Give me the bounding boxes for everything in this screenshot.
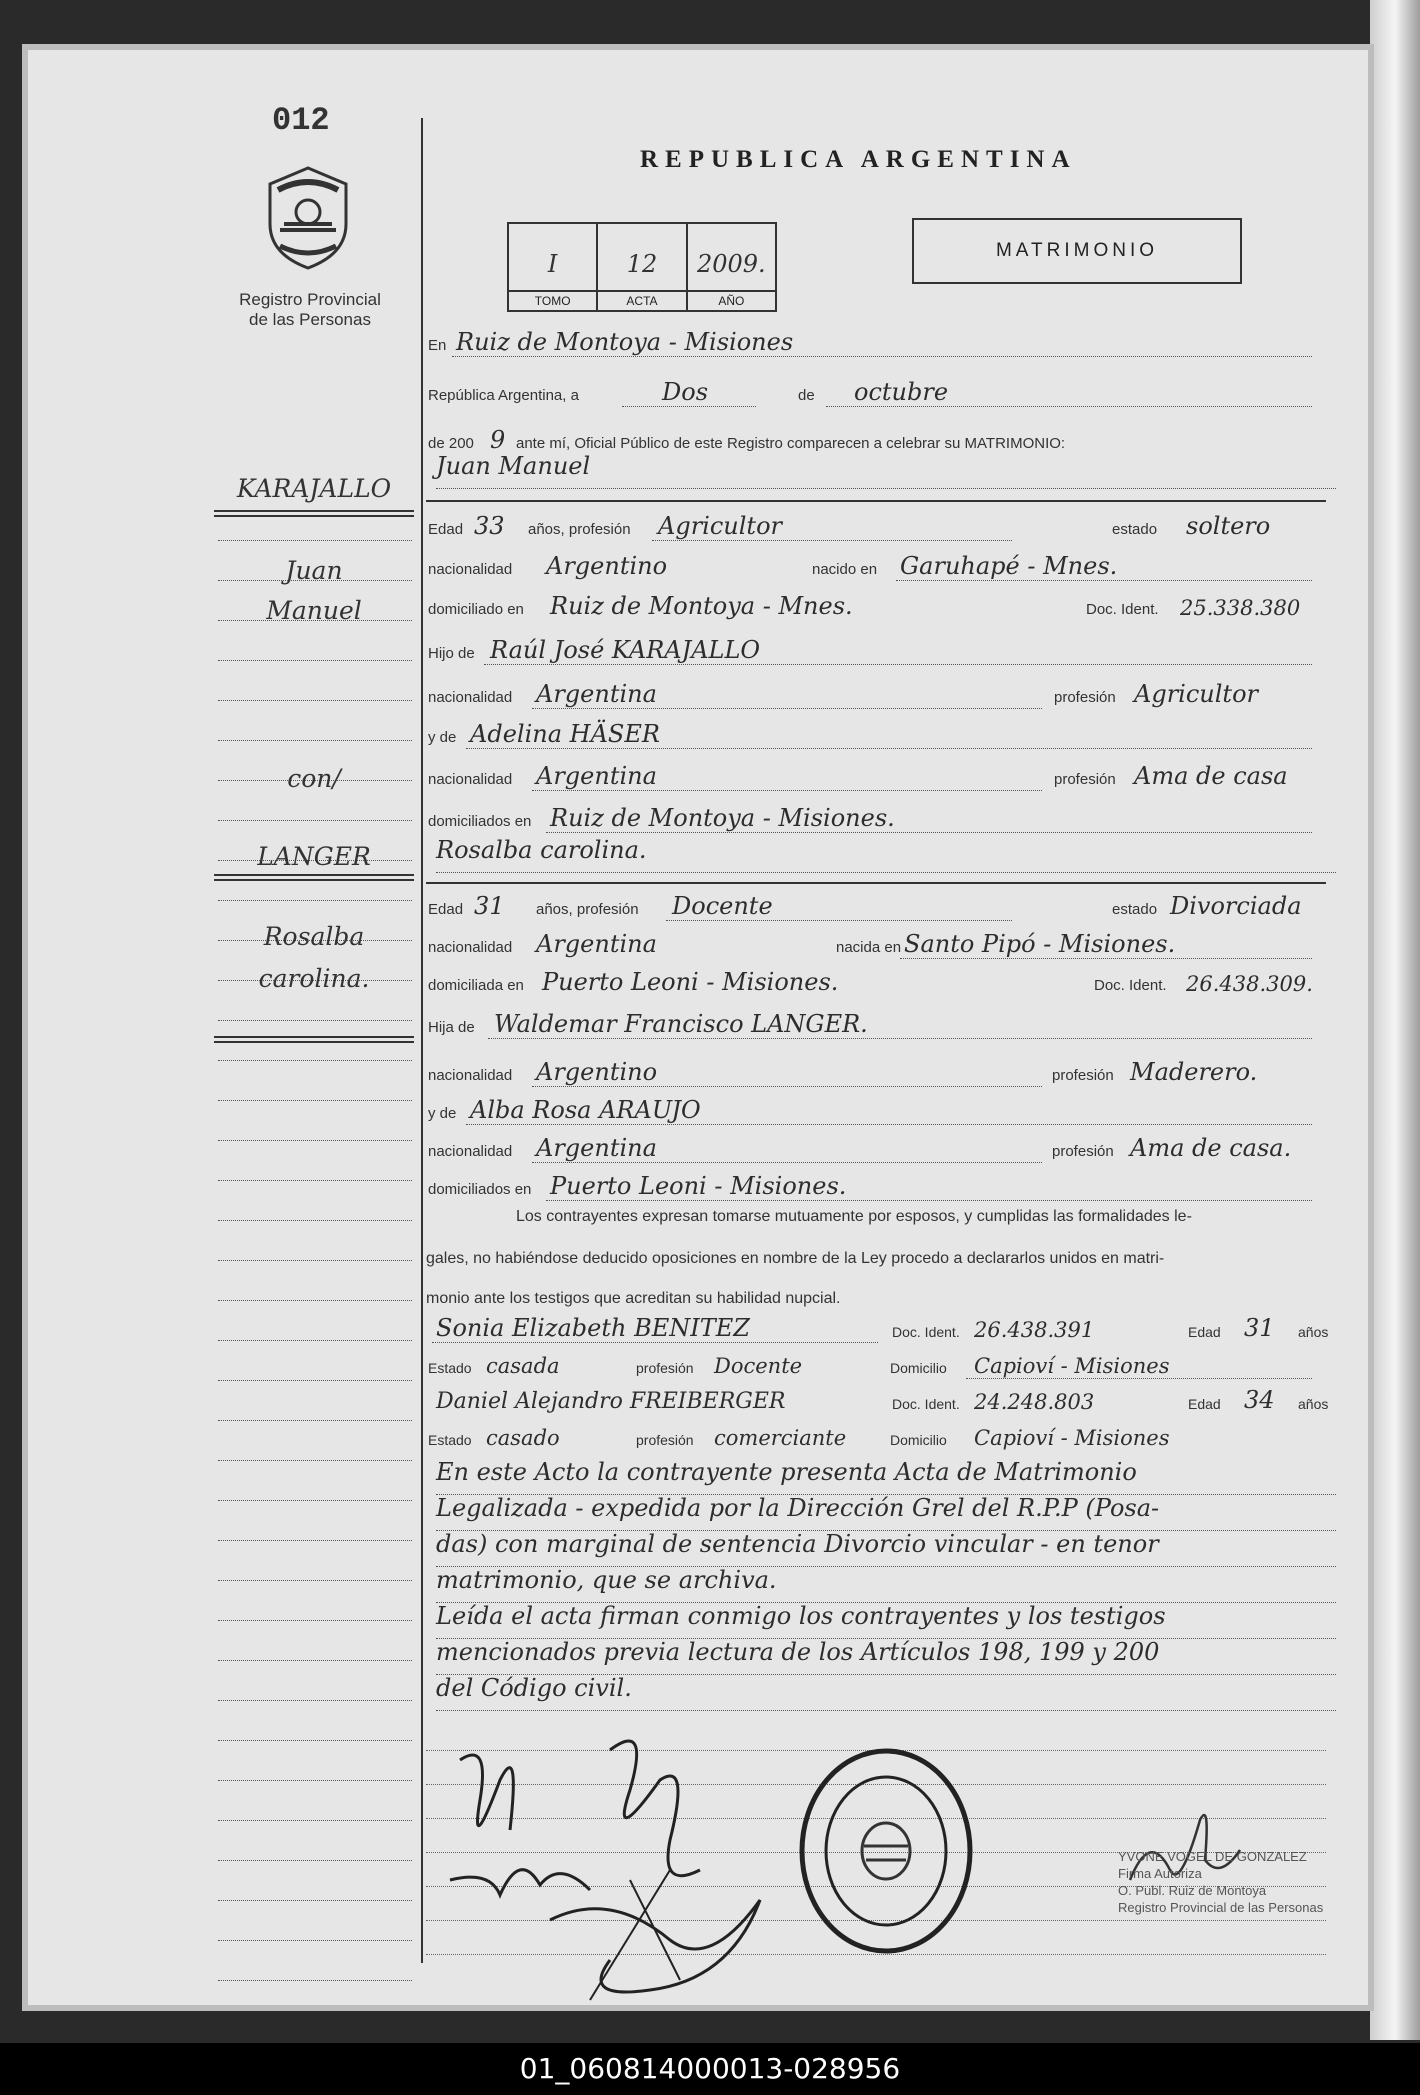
note-line-4: matrimonio, que se archiva. — [436, 1566, 1336, 1603]
bride-father-nat-row: nacionalidad Argentino profesión Maderero. — [428, 1058, 1258, 1086]
groom-parents-domicile-row: domiciliados en Ruiz de Montoya - Misiones. — [426, 800, 1326, 836]
place-row: En Ruiz de Montoya - Misiones — [426, 324, 1326, 360]
note-line-5: Leída el acta firman conmigo los contrayentes y los testigos — [436, 1602, 1336, 1639]
groom-father-row: Hijo de Raúl José KARAJALLO — [426, 632, 1326, 668]
country-header: REPUBLICA ARGENTINA — [640, 146, 1077, 173]
column-divider — [421, 118, 423, 1963]
margin-rule — [218, 740, 412, 741]
margin-rule — [218, 1580, 412, 1581]
bride-names: Rosalba carolina. — [436, 836, 1336, 873]
tomo-cell: I TOMO — [509, 224, 598, 310]
note-line-1: En este Acto la contrayente presenta Acta de Matrimonio — [436, 1458, 1336, 1495]
margin-rule — [218, 1660, 412, 1661]
margin-rule — [218, 1900, 412, 1901]
stamp-text — [600, 1960, 601, 1961]
bride-mother-row: y de Alba Rosa ARAUJO — [426, 1092, 1326, 1128]
bride-name-2: carolina. — [258, 964, 370, 993]
margin-rule — [218, 1100, 412, 1101]
groom-age-row: Edad 33 años, profesión Agricultor estado soltero — [428, 512, 1271, 540]
margin-rule — [218, 1620, 412, 1621]
margin-rule — [218, 1300, 412, 1301]
margin-rule — [218, 1260, 412, 1261]
margin-rule — [218, 1540, 412, 1541]
margin-rule — [218, 700, 412, 701]
groom-father-nat-row: nacionalidad Argentina profesión Agricultor — [428, 680, 1258, 708]
margin-rule — [218, 1780, 412, 1781]
margin-rule — [218, 900, 412, 901]
official-stamp-icon — [796, 1746, 976, 1956]
sidebar-rule — [214, 874, 414, 881]
scan-id-footer: 01_060814000013-028956 — [0, 2043, 1420, 2095]
declaration-line-2: gales, no habiéndose deducido oposiciones en nombre de la Ley procedo a declararlos unidos en matri- — [426, 1250, 1165, 1267]
bride-name-1: Rosalba — [263, 922, 365, 951]
section-rule — [426, 500, 1326, 502]
bride-father-row: Hija de Waldemar Francisco LANGER. — [426, 1006, 1326, 1042]
margin-rule — [218, 1740, 412, 1741]
intro-row: de 200 9 ante mí, Oficial Público de este Registro comparecen a celebrar su MATRIMONIO: — [428, 426, 1066, 454]
groom-name-1: Juan — [285, 556, 343, 585]
margin-rule — [218, 540, 412, 541]
date-row: República Argentina, a Dos de octubre — [426, 374, 1326, 410]
bride-domicile-row: domiciliada en Puerto Leoni - Misiones. Doc. Ident. 26.438.309. — [428, 968, 1313, 996]
margin-rule — [218, 820, 412, 821]
groom-nationality-row: nacionalidad Argentino nacido en Garuhapé - Mnes. — [426, 548, 1326, 584]
margin-rule — [218, 1860, 412, 1861]
margin-rule — [218, 1980, 412, 1981]
margin-rule — [218, 1060, 412, 1061]
witness-2-details-row: Estado casado profesión comerciante Domicilio Capioví - Misiones — [428, 1426, 1170, 1450]
margin-rule — [218, 1340, 412, 1341]
bride-parents-domicile-row: domiciliados en Puerto Leoni - Misiones. — [426, 1168, 1326, 1204]
groom-names: Juan Manuel — [436, 452, 1336, 489]
folio-number: 012 — [272, 102, 330, 139]
record-type-box: MATRIMONIO — [912, 218, 1242, 284]
declaration-line-1: Los contrayentes expresan tomarse mutuamente por esposos, y cumplidas las formalidades le- — [516, 1208, 1192, 1225]
provincial-seal-icon — [258, 162, 358, 272]
witness-1-details-row: Estado casada profesión Docente Domicilio Capioví - Misiones — [426, 1346, 1326, 1382]
margin-rule — [218, 1500, 412, 1501]
record-id-box — [507, 222, 777, 312]
margin-rule — [218, 1380, 412, 1381]
groom-name-2: Manuel — [266, 596, 362, 625]
signatures-icon — [430, 1720, 810, 2010]
groom-surname: KARAJALLO — [236, 474, 392, 503]
witness-1-row: Sonia Elizabeth BENITEZ Doc. Ident. 26.438.391 Edad 31 años — [426, 1310, 1326, 1346]
margin-rule — [218, 1820, 412, 1821]
anio-cell: 2009. AÑO — [688, 224, 775, 310]
margin-rule — [218, 1420, 412, 1421]
margin-rule — [218, 660, 412, 661]
bride-age-row: Edad 31 años, profesión Docente estado Divorciada — [428, 892, 1302, 920]
sidebar-rule — [214, 510, 414, 517]
margin-rule — [218, 1020, 412, 1021]
margin-rule — [218, 1220, 412, 1221]
groom-mother-row: y de Adelina HÄSER — [426, 716, 1326, 752]
bride-mother-nat-row: nacionalidad Argentina profesión Ama de casa. — [428, 1134, 1292, 1162]
witness-2-row: Daniel Alejandro FREIBERGER Doc. Ident. 24.248.803 Edad 34 años — [436, 1386, 1329, 1414]
sidebar-rule — [214, 1036, 414, 1043]
margin-rule — [218, 1460, 412, 1461]
note-line-2: Legalizada - expedida por la Dirección Grel del R.P.P (Posa- — [436, 1494, 1336, 1531]
margin-rule — [218, 1940, 412, 1941]
declaration-line-3: monio ante los testigos que acreditan su habilidad nupcial. — [426, 1290, 841, 1307]
binder-edge — [1370, 0, 1420, 2040]
section-rule — [426, 882, 1326, 884]
official-block: YVONE VOGEL DE GONZALEZ Firma Autoriza O. Publ. Ruiz de Montoya Registro Provincial de las Personas — [1118, 1849, 1324, 1915]
bride-surname: LANGER — [257, 842, 371, 871]
acta-cell: 12 ACTA — [598, 224, 687, 310]
margin-rule — [218, 1140, 412, 1141]
groom-mother-nat-row: nacionalidad Argentina profesión Ama de casa — [428, 762, 1288, 790]
bride-nationality-row: nacionalidad Argentina nacida en Santo Pipó - Misiones. — [426, 926, 1326, 962]
note-line-6: mencionados previa lectura de los Artículos 198, 199 y 200 — [436, 1638, 1336, 1675]
registry-name: Registro Provincial de las Personas — [239, 290, 381, 329]
groom-domicile-row: domiciliado en Ruiz de Montoya - Mnes. Doc. Ident. 25.338.380 — [428, 592, 1301, 620]
margin-rule — [218, 1700, 412, 1701]
margin-rule — [218, 1180, 412, 1181]
sidebar-con: con/ — [287, 764, 341, 793]
note-line-3: das) con marginal de sentencia Divorcio vincular - en tenor — [436, 1530, 1336, 1567]
note-line-7: del Código civil. — [436, 1674, 1336, 1711]
